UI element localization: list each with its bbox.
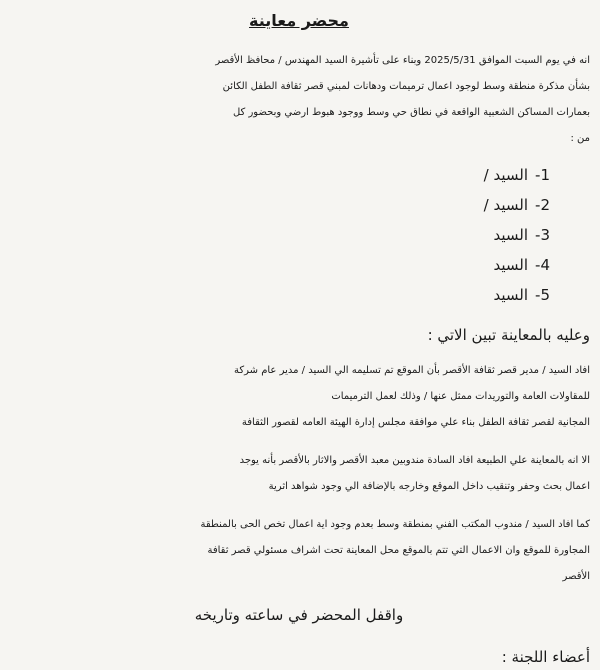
finding-line: افاد السيد / مدير قصر ثقافة الأقصر بأن الموقع تم تسليمه الي السيد / مدير عام شركة — [234, 365, 590, 376]
finding-paragraph-3 — [8, 512, 590, 590]
attendee-item — [8, 220, 550, 250]
finding-line: الأقصر — [562, 571, 590, 582]
finding-line: كما افاد السيد / مندوب المكتب الفني بمنطقة وسط بعدم وجود اية اعمال تخص الحى بالمنطقة — [200, 519, 590, 530]
attendee-label: السيد — [493, 226, 528, 244]
attendee-item — [8, 250, 550, 280]
finding-paragraph-1 — [8, 358, 590, 436]
finding-paragraph-2 — [8, 448, 590, 500]
intro-line: من : — [570, 133, 590, 144]
finding-line: للمقاولات العامة والتوريدات ممثل عنها / وذلك لعمل الترميمات — [331, 391, 590, 402]
intro-paragraph — [8, 48, 590, 152]
attendees-list — [8, 160, 550, 310]
attendee-number: 1- — [535, 166, 550, 184]
finding-line: الا انه بالمعاينة علي الطبيعة افاد السادة مندوبين معبد الأقصر والاثار بالأقصر بأنه يوجد — [239, 455, 590, 466]
attendee-item — [8, 190, 550, 220]
attendee-label: السيد / — [483, 166, 528, 184]
attendee-label: السيد — [493, 286, 528, 304]
document-title: محضر معاينة — [249, 11, 349, 30]
intro-line: بشأن مذكرة منطقة وسط لوجود اعمال ترميمات ودهانات لمبني قصر ثقافة الطفل الكائن — [222, 81, 590, 92]
committee-members-label: أعضاء اللجنة : — [501, 648, 590, 666]
attendee-number: 2- — [535, 196, 550, 214]
attendee-label: السيد — [493, 256, 528, 274]
attendee-number: 5- — [535, 286, 550, 304]
attendee-label: السيد / — [483, 196, 528, 214]
attendee-number: 3- — [535, 226, 550, 244]
finding-line: المجانية لقصر ثقافة الطفل بناء علي موافقة مجلس إدارة الهيئة العامه لقصور الثقافة — [241, 417, 590, 428]
finding-line: المجاورة للموقع وان الاعمال التي تتم بالموقع محل المعاينة تحت اشراف مسئولي قصر ثقافة — [207, 545, 590, 556]
closing-statement: واقفل المحضر في ساعته وتاريخه — [194, 606, 404, 624]
attendee-number: 4- — [535, 256, 550, 274]
attendee-item — [8, 160, 550, 190]
finding-line: اعمال بحث وحفر وتنقيب داخل الموقع وخارجه بالإضافة الي وجود شواهد اثرية — [268, 481, 590, 492]
intro-line: بعمارات المساكن الشعبية الواقعة في نطاق حي وسط ووجود هبوط ارضي وبحضور كل — [232, 107, 590, 118]
attendee-item — [8, 280, 550, 310]
intro-line: انه في يوم السبت الموافق 2025/5/31 وبناء على تأشيرة السيد المهندس / محافظ الأقصر — [215, 55, 590, 66]
findings-intro: وعليه بالمعاينة تبين الاتي : — [427, 326, 590, 344]
